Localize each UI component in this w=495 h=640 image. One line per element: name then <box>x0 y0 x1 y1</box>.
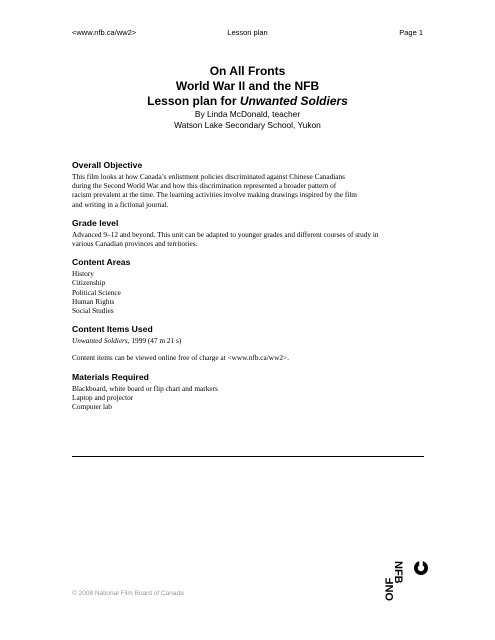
section-heading: Grade level <box>72 217 119 228</box>
list-item: Political Science <box>72 287 121 297</box>
list-item: Blackboard, white board or flip chart and markers <box>72 383 218 393</box>
objective-line: and writing in a fictional journal. <box>72 199 169 209</box>
logo-eye-mark <box>414 561 428 576</box>
section-heading: Materials Required <box>72 371 149 382</box>
header-page-number: Page 1 <box>399 28 423 37</box>
list-item: History <box>72 269 94 279</box>
film-citation <box>72 336 447 345</box>
list-item: Human Rights <box>72 296 115 306</box>
list-item: Social Studies <box>72 306 114 316</box>
logo-text-nfb: NFB <box>392 561 404 584</box>
title-line-1: On All Fronts <box>209 64 286 78</box>
document-body <box>72 160 447 420</box>
header-doc-type: Lesson plan <box>227 28 268 37</box>
logo-text-onf: ONF <box>384 577 396 601</box>
header-url: <www.nfb.ca/ww2> <box>72 28 137 37</box>
school-line: Watson Lake Secondary School, Yukon <box>174 120 321 130</box>
grade-line: Advanced 9–12 and beyond. This unit can be adapted to younger grades and different courses of study in <box>72 229 379 239</box>
section-overall-objective <box>72 160 447 209</box>
nfb-onf-logo-icon <box>384 559 429 603</box>
section-heading: Overall Objective <box>72 160 143 170</box>
title-line-2: World War II and the NFB <box>175 79 320 93</box>
author-line: By Linda McDonald, teacher <box>194 109 301 119</box>
list-item: Citizenship <box>72 278 106 288</box>
objective-line: This film looks at how Canada’s enlistment policies discriminated against Chinese Canadians <box>72 172 345 181</box>
section-materials-required <box>72 372 447 412</box>
list-item: Computer lab <box>72 402 112 412</box>
online-note: Content items can be viewed online free of charge at <www.nfb.ca/ww2>. <box>72 353 289 363</box>
film-title: Unwanted Soldiers <box>72 336 128 346</box>
objective-line: during the Second World War and how this discrimination represented a broader pattern of <box>72 181 337 191</box>
section-content-areas <box>72 257 447 315</box>
section-heading: Content Items Used <box>72 324 153 335</box>
section-grade-level <box>72 218 447 248</box>
film-meta: , 1999 (47 m 21 s) <box>127 336 182 346</box>
title-film-name: Unwanted Soldiers <box>239 94 348 108</box>
section-divider <box>72 456 424 457</box>
section-content-items-used <box>72 324 447 362</box>
title-block <box>72 64 423 131</box>
grade-line: various Canadian provinces and territories. <box>72 239 198 249</box>
footer-copyright: © 2008 National Film Board of Canada <box>72 590 184 597</box>
title-line-3-prefix: Lesson plan for <box>147 94 240 108</box>
section-heading: Content Areas <box>72 257 131 268</box>
objective-line: racism prevalent at the time. The learning activities involve making drawings inspired by the film <box>72 190 357 200</box>
title-line-3 <box>72 94 423 109</box>
page-header <box>72 28 423 37</box>
list-item: Laptop and projector <box>72 392 134 402</box>
